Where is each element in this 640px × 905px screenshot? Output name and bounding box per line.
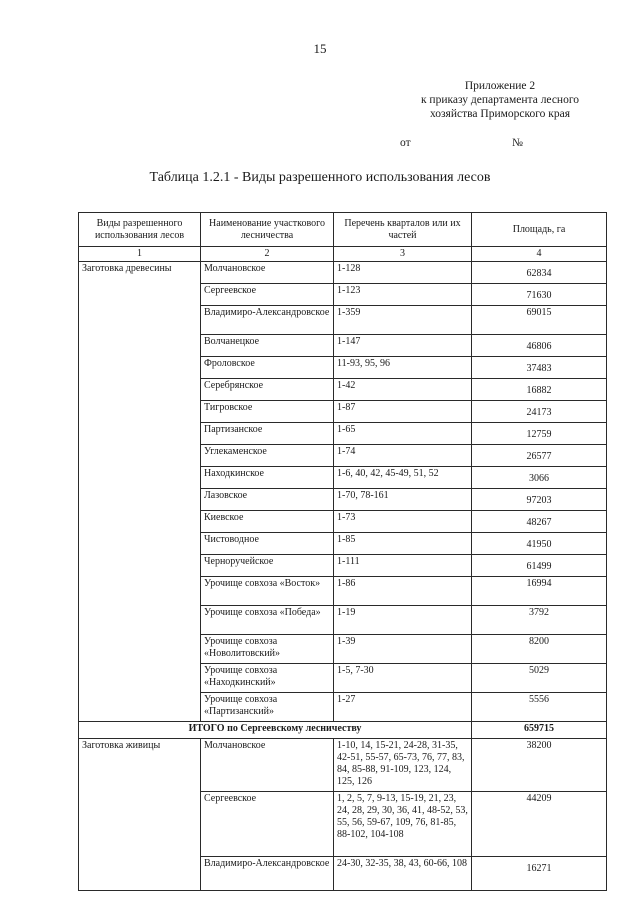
- category-cell: Заготовка древесины: [79, 262, 201, 722]
- quarters: 1-10, 14, 15-21, 24-28, 31-35, 42-51, 55-57, 65-73, 76, 77, 83, 84, 85-88, 91-109, 123, 124, 125, 126: [334, 739, 472, 792]
- quarters: 1-85: [334, 533, 472, 555]
- table-title: Таблица 1.2.1 - Виды разрешенного использования лесов: [149, 170, 491, 185]
- appendix-line-2: к приказу департамента лесного: [420, 94, 580, 106]
- header-quarters: Перечень кварталов или их частей: [334, 213, 472, 247]
- quarters: 1-42: [334, 379, 472, 401]
- forestry-name: Урочище совхоза «Партизанский»: [201, 693, 334, 722]
- quarters: 1-74: [334, 445, 472, 467]
- forestry-name: Черноручейское: [201, 555, 334, 577]
- forestry-name: Волчанецкое: [201, 335, 334, 357]
- header-use-type: Виды разрешенного использования лесов: [79, 213, 201, 247]
- forestry-name: Находкинское: [201, 467, 334, 489]
- area: 46806: [472, 335, 607, 357]
- area: 69015: [472, 306, 607, 335]
- quarters: 1-73: [334, 511, 472, 533]
- quarters: 1-6, 40, 42, 45-49, 51, 52: [334, 467, 472, 489]
- area: 97203: [472, 489, 607, 511]
- appendix-line-3: хозяйства Приморского края: [429, 108, 571, 120]
- forestry-name: Фроловское: [201, 357, 334, 379]
- area: 3066: [472, 467, 607, 489]
- forestry-name: Лазовское: [201, 489, 334, 511]
- forestry-name: Тигровское: [201, 401, 334, 423]
- forestry-name: Молчановское: [201, 739, 334, 792]
- quarters: 1-87: [334, 401, 472, 423]
- area: 41950: [472, 533, 607, 555]
- forestry-name: Урочище совхоза «Восток»: [201, 577, 334, 606]
- area: 44209: [472, 792, 607, 857]
- forest-use-table: [78, 212, 607, 891]
- quarters: 1-359: [334, 306, 472, 335]
- forestry-name: Владимиро-Александровское: [201, 857, 334, 891]
- area: 5029: [472, 664, 607, 693]
- order-number-label: №: [512, 137, 523, 149]
- area: 8200: [472, 635, 607, 664]
- column-number: 3: [334, 247, 472, 262]
- area: 26577: [472, 445, 607, 467]
- quarters: 1-70, 78-161: [334, 489, 472, 511]
- forestry-name: Сергеевское: [201, 792, 334, 857]
- appendix-line-1: Приложение 2: [464, 80, 536, 92]
- forestry-name: Серебрянское: [201, 379, 334, 401]
- total-row: [79, 722, 607, 739]
- forestry-name: Партизанское: [201, 423, 334, 445]
- area: 24173: [472, 401, 607, 423]
- total-value: 659715: [472, 722, 607, 739]
- order-date-label: от: [400, 137, 411, 149]
- quarters: 24-30, 32-35, 38, 43, 60-66, 108: [334, 857, 472, 891]
- forestry-name: Углекаменское: [201, 445, 334, 467]
- forestry-name: Урочище совхоза «Находкинский»: [201, 664, 334, 693]
- quarters: 1-5, 7-30: [334, 664, 472, 693]
- quarters: 1-111: [334, 555, 472, 577]
- table-row: [79, 739, 607, 792]
- area: 12759: [472, 423, 607, 445]
- header-forestry-name: Наименование участкового лесничества: [201, 213, 334, 247]
- quarters: 1-27: [334, 693, 472, 722]
- column-number: 1: [79, 247, 201, 262]
- quarters: 1-19: [334, 606, 472, 635]
- area: 48267: [472, 511, 607, 533]
- forestry-name: Чистоводное: [201, 533, 334, 555]
- page-number: 15: [313, 41, 327, 56]
- area: 62834: [472, 262, 607, 284]
- column-number: 2: [201, 247, 334, 262]
- quarters: 1-147: [334, 335, 472, 357]
- area: 16882: [472, 379, 607, 401]
- quarters: 1-128: [334, 262, 472, 284]
- area: 38200: [472, 739, 607, 792]
- area: 16994: [472, 577, 607, 606]
- table-header-row: [79, 213, 607, 247]
- header-area: Площадь, га: [472, 213, 607, 247]
- table-row: [79, 262, 607, 284]
- forestry-name: Сергеевское: [201, 284, 334, 306]
- quarters: 1, 2, 5, 7, 9-13, 15-19, 21, 23, 24, 28, 29, 30, 36, 41, 48-52, 53, 55, 56, 59-67, 109, 76, 81-85, 88-102, 104-108: [334, 792, 472, 857]
- area: 61499: [472, 555, 607, 577]
- area: 37483: [472, 357, 607, 379]
- appendix-header: [380, 79, 620, 121]
- area: 5556: [472, 693, 607, 722]
- area: 16271: [472, 857, 607, 891]
- quarters: 1-123: [334, 284, 472, 306]
- quarters: 11-93, 95, 96: [334, 357, 472, 379]
- column-number-row: [79, 247, 607, 262]
- quarters: 1-65: [334, 423, 472, 445]
- forestry-name: Киевское: [201, 511, 334, 533]
- column-number: 4: [472, 247, 607, 262]
- forestry-name: Молчановское: [201, 262, 334, 284]
- forestry-name: Урочище совхоза «Новолитовский»: [201, 635, 334, 664]
- forestry-name: Владимиро-Александровское: [201, 306, 334, 335]
- category-cell: Заготовка живицы: [79, 739, 201, 891]
- forestry-name: Урочище совхоза «Победа»: [201, 606, 334, 635]
- area: 3792: [472, 606, 607, 635]
- quarters: 1-39: [334, 635, 472, 664]
- quarters: 1-86: [334, 577, 472, 606]
- area: 71630: [472, 284, 607, 306]
- total-label: ИТОГО по Сергеевскому лесничеству: [79, 722, 472, 739]
